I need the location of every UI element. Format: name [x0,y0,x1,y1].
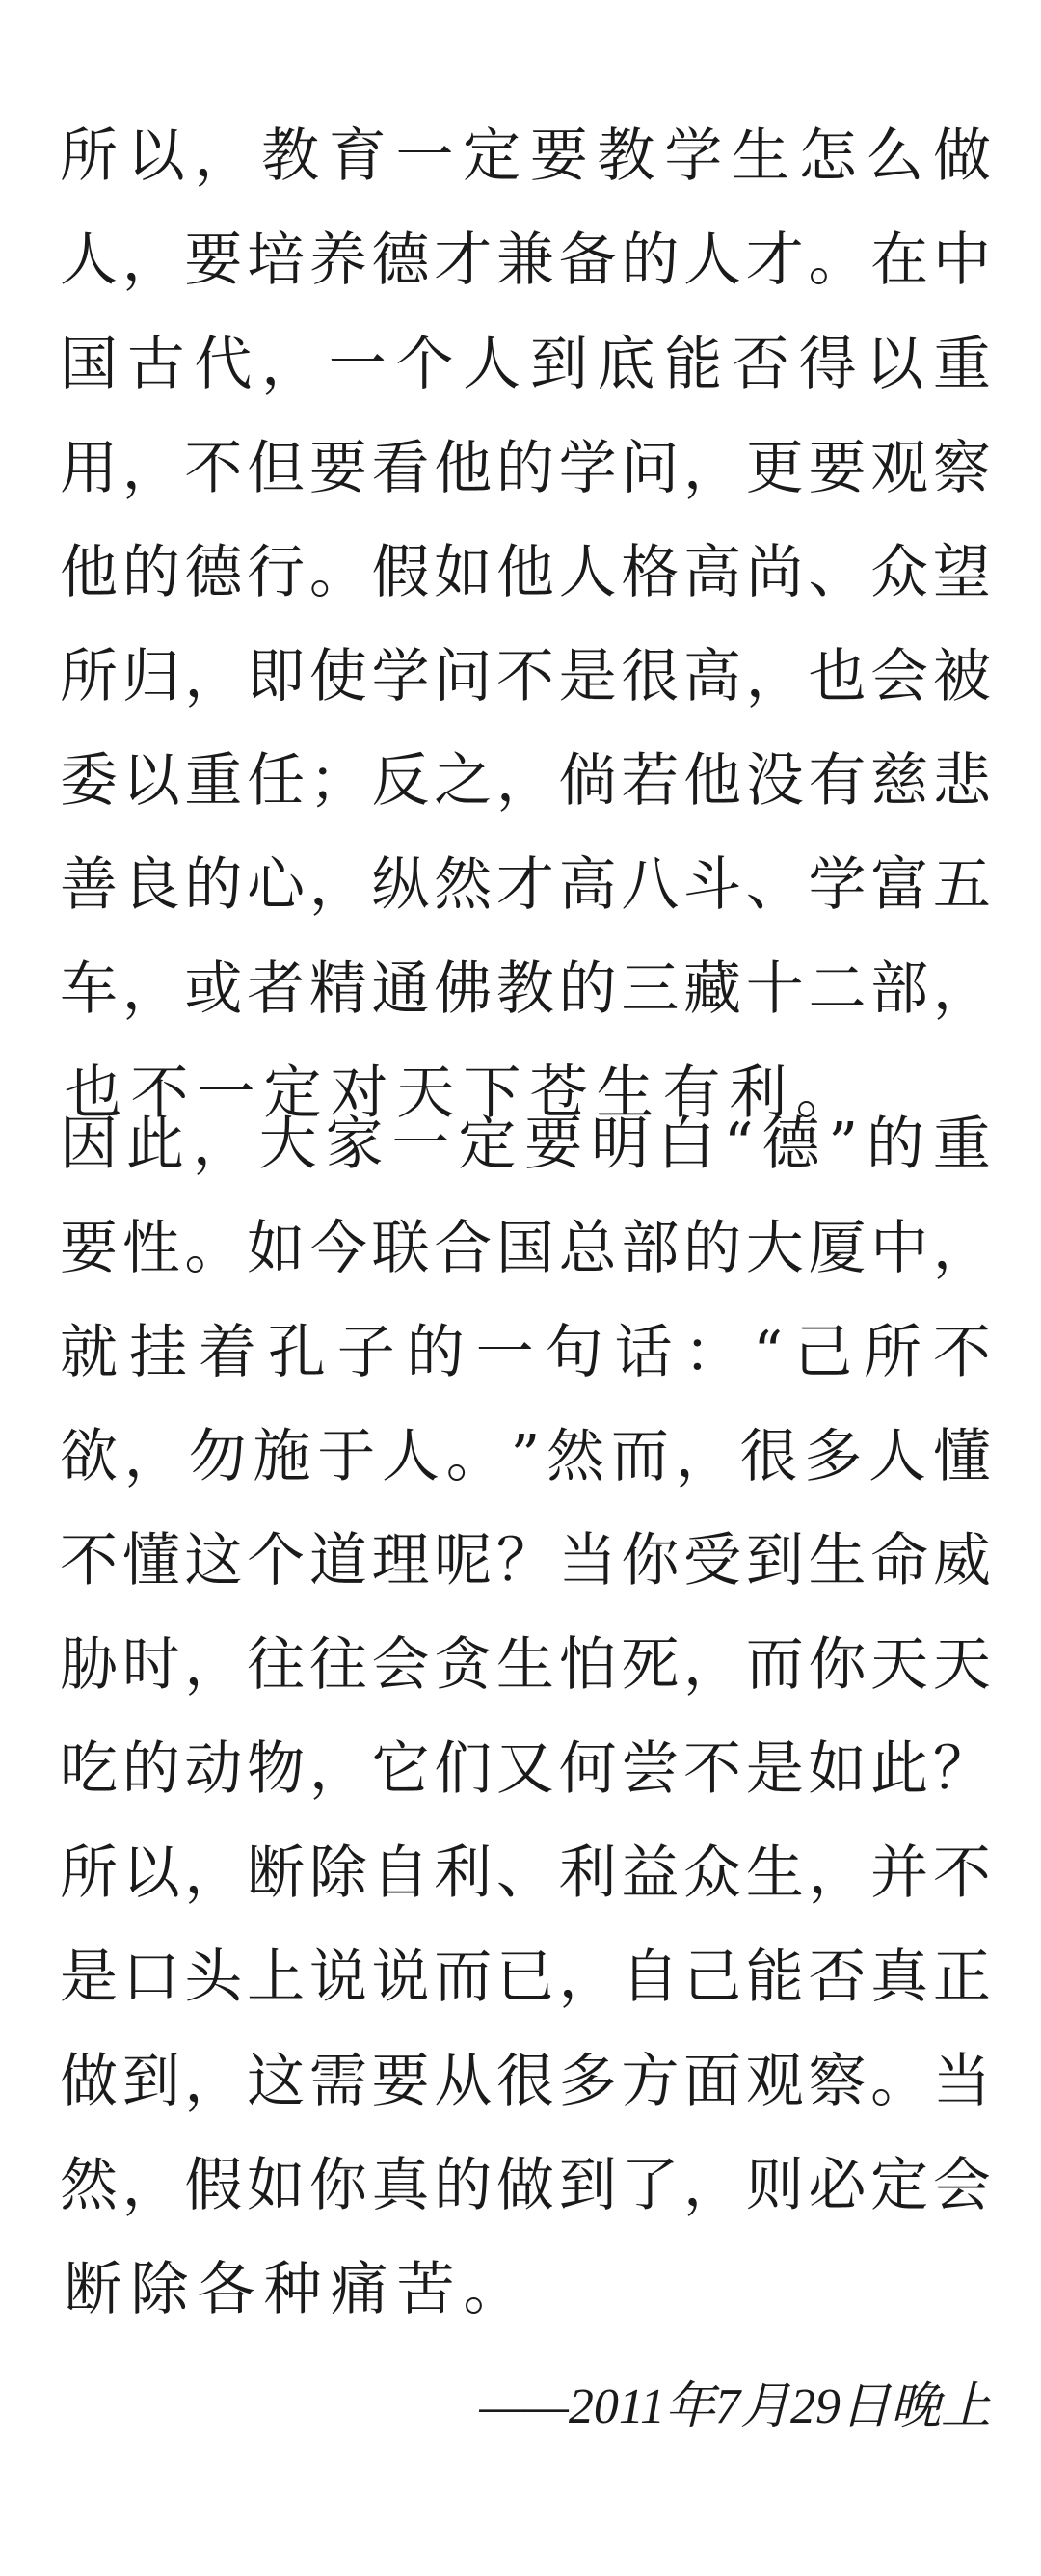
text-line: 做 到 ， 这 需 要 从 很 多 方 面 观 察 。 当 [60,2048,991,2115]
text-line: 所 归 ， 即 使 学 问 不 是 很 高 ， 也 会 被 [60,643,991,711]
text-line: 他 的 德 行 。 假 如 他 人 格 高 尚 、 众 望 [60,539,991,606]
text-line: 断 除 各 种 痛 苦 。 [64,2256,521,2323]
text-line: 委 以 重 任 ； 反 之 ， 倘 若 他 没 有 慈 悲 [60,747,991,815]
text-line: 然 ， 假 如 你 真 的 做 到 了 ， 则 必 定 会 [60,2152,991,2219]
text-line: 不 懂 这 个 道 理 呢 ？ 当 你 受 到 生 命 威 [60,1527,991,1595]
text-line: 因 此 ， 大 家 一 定 要 明 白 “ 德 ” 的 重 [60,1111,991,1178]
text-line: 善 良 的 心 ， 纵 然 才 高 八 斗 、 学 富 五 [60,851,991,919]
text-line: 也 不 一 定 对 天 下 苍 生 有 利 。 [64,1060,854,1127]
text-line: 就 挂 着 孔 子 的 一 句 话 ： “ 己 所 不 [60,1319,991,1386]
text-line: 所 以 ， 教 育 一 定 要 教 学 生 怎 么 做 [60,122,991,190]
date-signature: ——2011年7月29日晚上 [479,2379,991,2434]
text-line: 车 ， 或 者 精 通 佛 教 的 三 藏 十 二 部 ， [60,955,991,1023]
text-line: 国 古 代 ， 一 个 人 到 底 能 否 得 以 重 [60,331,991,398]
paragraph-1 [60,104,991,1145]
text-line: 用 ， 不 但 要 看 他 的 学 问 ， 更 要 观 察 [60,435,991,502]
text-line: 吃 的 动 物 ， 它 们 又 何 尝 不 是 如 此 ？ [60,1735,991,1803]
text-line: 要 性 。 如 今 联 合 国 总 部 的 大 厦 中 ， [60,1215,991,1282]
text-line: 胁 时 ， 往 往 会 贪 生 怕 死 ， 而 你 天 天 [60,1631,991,1699]
text-line: 人 ， 要 培 养 德 才 兼 备 的 人 才 。 在 中 [60,227,991,294]
text-line: 所 以 ， 断 除 自 利 、 利 益 众 生 ， 并 不 [60,1839,991,1907]
paragraph-2 [60,1092,991,2342]
text-line: 是 口 头 上 说 说 而 已 ， 自 己 能 否 真 正 [60,1944,991,2011]
text-line: 欲 ， 勿 施 于 人 。 ” 然 而 ， 很 多 人 懂 [60,1423,991,1490]
